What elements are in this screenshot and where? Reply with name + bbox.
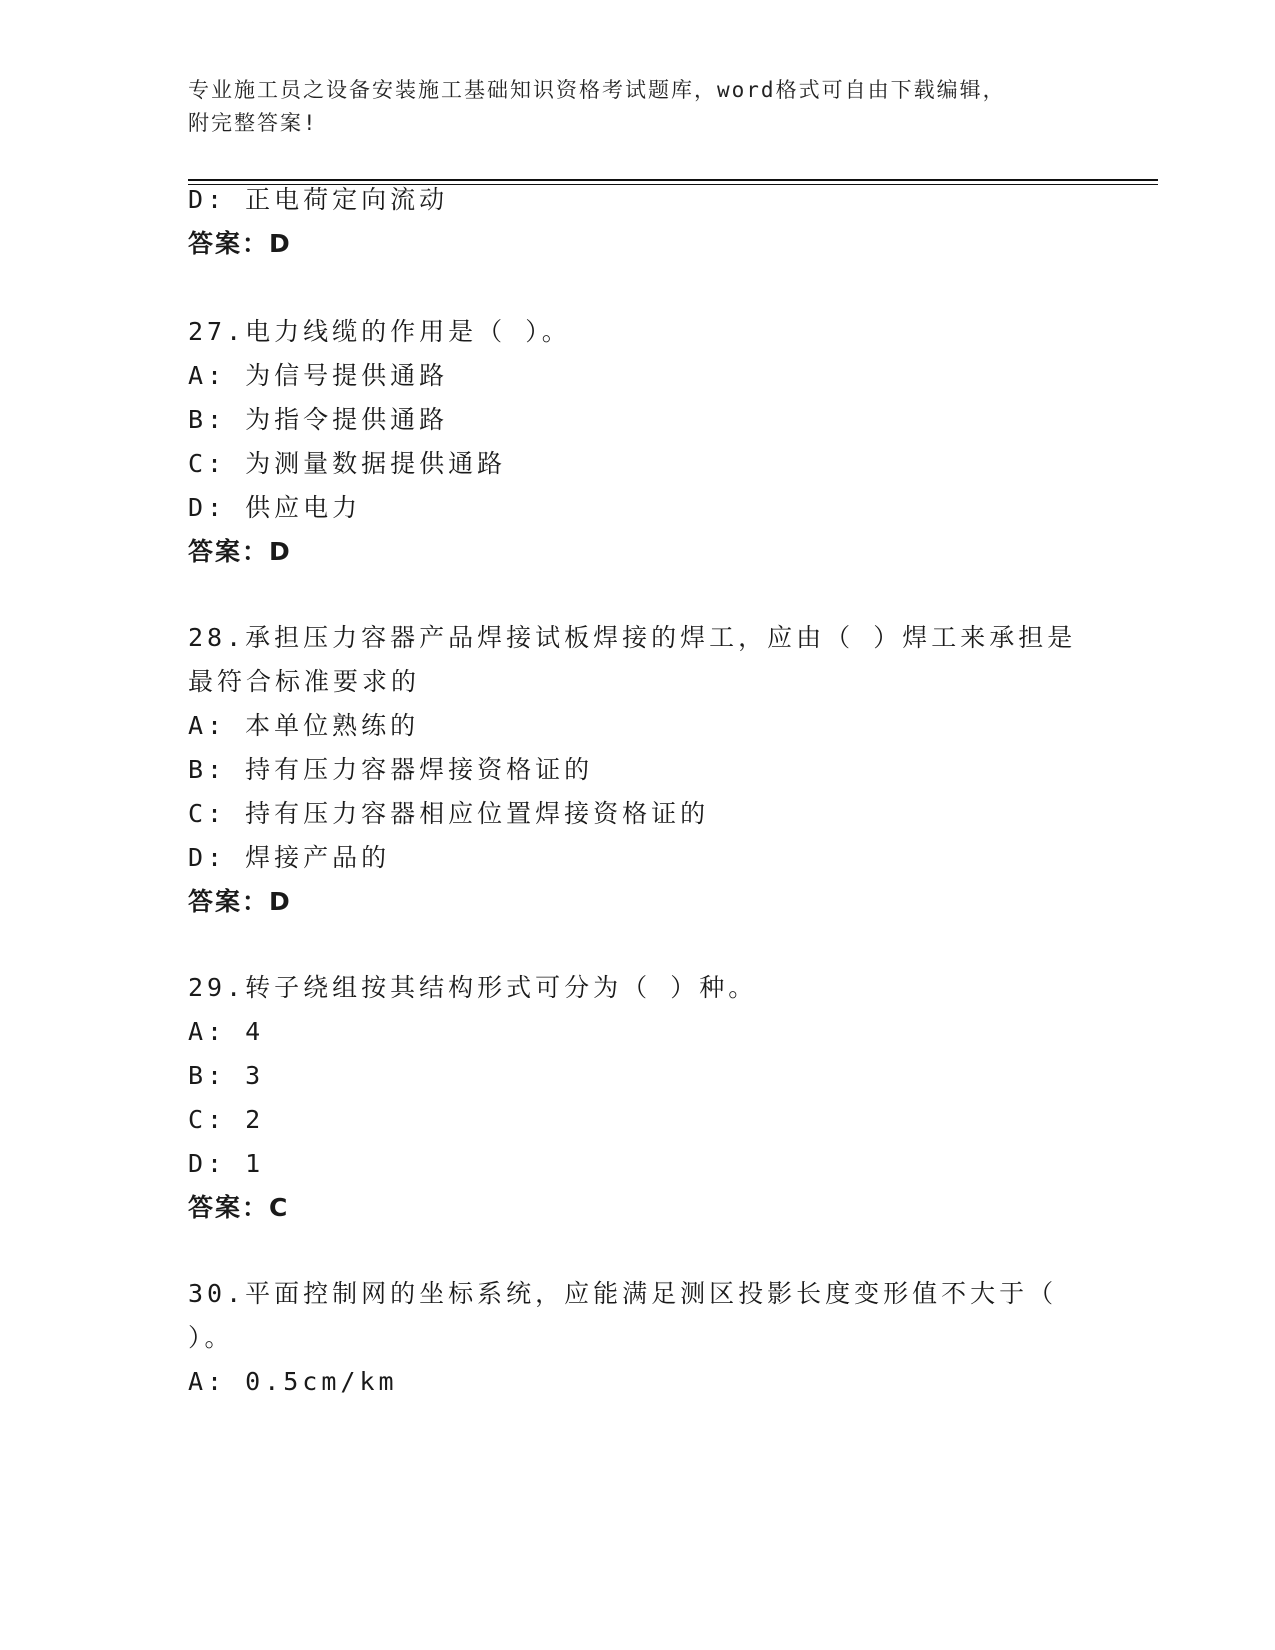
q29-option-b: B: 3 bbox=[188, 1061, 265, 1090]
q27-option-d: D: 供应电力 bbox=[188, 493, 362, 522]
q28-option-a: A: 本单位熟练的 bbox=[188, 711, 420, 740]
q28-title-line-1: 28.承担压力容器产品焊接试板焊接的焊工，应由（ ）焊工来承担是 bbox=[188, 623, 1077, 652]
q28-option-b: B: 持有压力容器焊接资格证的 bbox=[188, 755, 594, 784]
q28-title-line-2: 最符合标准要求的 bbox=[188, 667, 421, 696]
q27-answer: 答案：D bbox=[188, 537, 292, 566]
q30-title-line-1: 30.平面控制网的坐标系统，应能满足测区投影长度变形值不大于（ bbox=[188, 1279, 1058, 1308]
header-text bbox=[188, 74, 1088, 140]
q28-option-d: D: 焊接产品的 bbox=[188, 843, 391, 872]
q28-answer: 答案：D bbox=[188, 887, 292, 916]
q26-option-d: D: 正电荷定向流动 bbox=[188, 185, 449, 214]
q27-option-b: B: 为指令提供通路 bbox=[188, 405, 449, 434]
q29-option-a: A: 4 bbox=[188, 1017, 265, 1046]
q27-option-a: A: 为信号提供通路 bbox=[188, 361, 449, 390]
q29-answer: 答案：C bbox=[188, 1193, 290, 1222]
q29-option-c: C: 2 bbox=[188, 1105, 265, 1134]
q29-title: 29.转子绕组按其结构形式可分为（ ）种。 bbox=[188, 973, 758, 1002]
header-line-1: 专业施工员之设备安装施工基础知识资格考试题库，word格式可自由下载编辑， bbox=[188, 78, 1006, 102]
q29-option-d: D: 1 bbox=[188, 1149, 265, 1178]
q30-title-line-2: ）。 bbox=[188, 1323, 234, 1352]
q30-option-a: A: 0.5cm/km bbox=[188, 1367, 398, 1396]
q26-answer: 答案：D bbox=[188, 229, 292, 258]
q27-title: 27.电力线缆的作用是（ ）。 bbox=[188, 317, 571, 346]
q28-option-c: C: 持有压力容器相应位置焊接资格证的 bbox=[188, 799, 710, 828]
q27-option-c: C: 为测量数据提供通路 bbox=[188, 449, 507, 478]
header-line-2: 附完整答案! bbox=[188, 111, 318, 135]
